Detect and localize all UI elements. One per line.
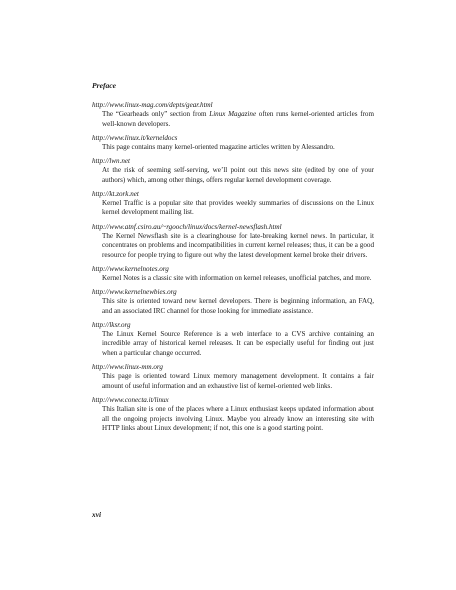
resource-url: http://www.linux.it/kerneldocs [92,133,178,142]
list-item [92,265,374,284]
resource-url: http://lksr.org [92,320,131,329]
resource-description [102,110,374,129]
resource-description: This site is oriented toward new kernel developers. There is beginning information, an FAQ, and an associated IRC channel for those looking for immediate assistance. [102,297,374,315]
list-item [92,363,374,391]
page-number: xvi [92,510,102,519]
description-text: often runs kernel-oriented articles from well-known developers. [102,110,374,128]
list-item [92,396,374,434]
magazine-title: Linux Magazine [209,110,257,118]
resource-description: At the risk of seeming self-serving, we’ll point out this news site (edited by one of your authors) which, among other things, offers regular kernel development coverage. [102,165,374,184]
resource-description: Kernel Notes is a classic site with information on kernel releases, unofficial patches, and more. [102,273,372,282]
resource-url: http://kt.zork.net [92,189,139,198]
list-item [92,101,374,129]
resource-description: This page is oriented toward Linux memory management development. It contains a fair amount of useful information and an exhaustive list of kernel-oriented web links. [102,372,374,390]
resource-url: http://www.kernelnotes.org [92,264,169,273]
list-item [92,223,374,261]
list-item [92,321,374,359]
resource-url: http://www.linux-mm.org [92,363,163,372]
resource-description: The Linux Kernel Source Reference is a web interface to a CVS archive containing an incredible array of historical kernel releases. It can be especially useful for finding out just when a particular change occurred. [102,329,374,358]
resource-url: http://www.linux-mag.com/depts/gear.html [92,101,213,109]
resource-description: This page contains many kernel-oriented magazine articles written by Alessandro. [102,142,335,151]
resource-list [92,101,374,438]
resource-description: This Italian site is one of the places where a Linux enthusiast keeps updated information about all the ongoing projects involving Linux. Maybe you already know an interesting site with HTTP links about Linux development; if not, this one is a good starting point. [102,405,374,433]
running-head: Preface [92,81,117,90]
resource-description: Kernel Traffic is a popular site that provides weekly summaries of discussions on the Linux kernel development mailing list. [102,198,374,217]
resource-url: http://lwn.net [92,156,131,165]
resource-url: http://www.kernelnewbies.org [92,288,177,297]
resource-url: http://www.atnf.csiro.au/~rgooch/linux/docs/kernel-newsflash.html [92,222,282,231]
list-item [92,134,374,153]
resource-url: http://www.conecta.it/linux [92,396,169,405]
list-item [92,157,374,185]
list-item [92,190,374,218]
resource-description: The Kernel Newsflash site is a clearinghouse for late-breaking kernel news. In particular, it concentrates on problems and incompatibilities in current kernel releases; thus, it can be a good resource for people trying to figure out why the latest development kernel broke their drivers. [102,231,374,259]
description-text: The “Gearheads only” section from [102,110,210,118]
list-item [92,288,374,316]
